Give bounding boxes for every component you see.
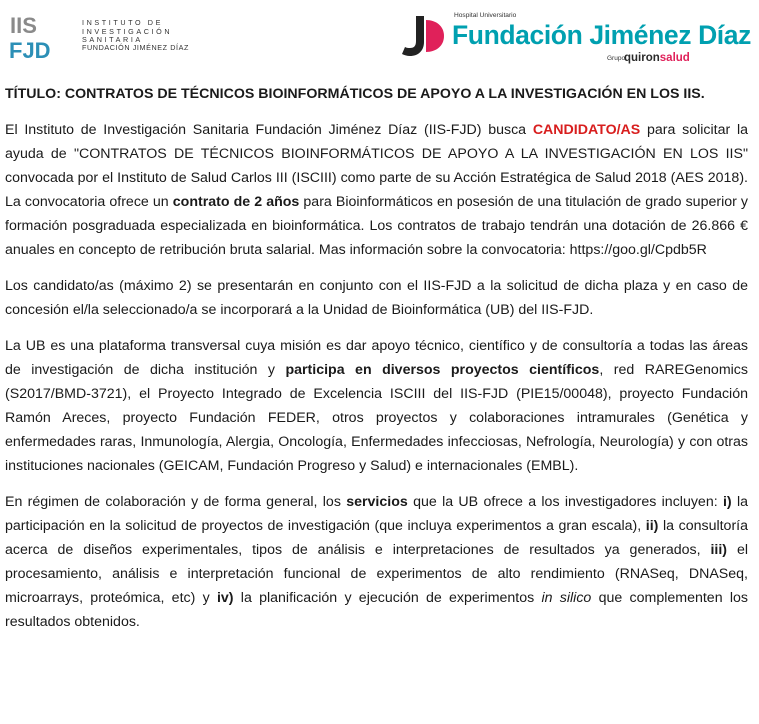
candidatos-highlight: CANDIDATO/AS (532, 122, 641, 138)
jd-symbol-icon (402, 14, 450, 60)
iis-line-2: INVESTIGACIÓN (82, 26, 173, 36)
paragraph-services (5, 490, 748, 634)
servicios-highlight: servicios (346, 494, 408, 510)
iis-fjd-logo (8, 12, 189, 60)
p4-text-e: la participación en la solicitud de proyectos de investigación (que incluya experimentos a gran escala), (5, 494, 748, 534)
in-silico-italic: in silico (541, 590, 592, 606)
paragraph-candidates: Los candidato/as (máximo 2) se presentarán en conjunto con el IIS-FJD a la solicitud de dicha plaza y en caso de concesión el/la seleccionado/a se incorporará a la Unidad de Bioinformática (UB) del IIS-FJD. (5, 278, 748, 318)
iis-line-4: FUNDACIÓN JIMÉNEZ DÍAZ (82, 43, 190, 53)
p1-text-a: El Instituto de Investigación Sanitaria Fundación Jiménez Díaz (IIS-FJD) busca (5, 122, 533, 138)
item-iv-marker: iv) (216, 590, 234, 606)
paragraph-intro (5, 118, 748, 262)
p1-text-c: para solicitar la ayuda de "CONTRATOS DE TÉCNICOS BIOINFORMÁTICOS DE APOYO A LA INVESTIGACIÓN EN LOS IIS" convocada por el Instituto de Salud Carlos III (ISCIII) como parte de su Acción Estratégica de Salud 2018 (AES 2018). La convocatoria ofrece un (5, 122, 748, 210)
iis-institute-name (82, 19, 189, 53)
fjd-mark-text: FJD (9, 38, 51, 60)
fundacion-name: Fundación Jiménez Díaz (452, 20, 751, 50)
iis-line-1: INSTITUTO DE (82, 18, 163, 28)
item-iii-marker: iii) (710, 542, 728, 558)
grupo-label: Grupo (607, 55, 626, 62)
p4-text-c: que la UB ofrece a los investigadores incluyen: (407, 494, 723, 510)
p4-text-a: En régimen de colaboración y de forma general, los (5, 494, 347, 510)
item-ii-marker: ii) (645, 518, 659, 534)
salud-text: salud (659, 52, 690, 64)
hospital-subtitle: Hospital Universitario (454, 12, 517, 19)
paragraph-ub-description (5, 334, 748, 478)
p4-text-i: el procesamiento, análisis e interpretación funcional de experimentos de alto rendimiento (RNASeq, DNASeq, microarrays, proteómica, etc) y (5, 542, 749, 606)
p4-text-g: la consultoría acerca de diseños experimentales, tipos de análisis e interpretaciones de resultados ya generados, (5, 518, 748, 558)
projects-highlight: participa en diversos proyectos científicos (285, 362, 600, 378)
p3-text-c: , red RAREGenomics (S2017/BMD-3721), el Proyecto Integrado de Excelencia ISCIII del IIS-FJD (PIE15/00048), proyecto Fundación Ramón Areces, proyecto Fundación FEDER, otros proyectos y colaboraciones intramurales (Genética y enfermedades raras, Inmunología, Alergia, Oncología, Enfermedades infecciosas, Nefrología, Neurología) y con otras instituciones nacionales (GEICAM, Fundación Progreso y Salud) e internacionales (EMBL). (5, 362, 748, 474)
item-i-marker: i) (722, 494, 732, 510)
p1-text-e: para Bioinformáticos en posesión de una titulación de grado superior y formación posgraduada especializada en bioinformática. Los contratos de trabajo tendrán una dotación de 26.866 € anuales en concepto de retribución bruta salarial. Mas información sobre la convocatoria: https://goo.gl/Cpdb5R (5, 194, 749, 258)
iis-fjd-mark (8, 12, 74, 60)
quironsalud-brand (624, 52, 690, 64)
iis-line-3: SANITARIA (82, 35, 143, 44)
quiron-text: quiron (624, 52, 660, 64)
p4-text-m: que complementen los resultados obtenidos. (5, 590, 748, 630)
p3-text-a: La UB es una plataforma transversal cuya misión es dar apoyo técnico, científico y de consultoría a todas las áreas de investigación de dicha institución y (5, 338, 748, 378)
page-header (0, 0, 759, 72)
document-body (5, 82, 748, 646)
fundacion-jimenez-diaz-logo (402, 12, 752, 70)
contract-duration-highlight: contrato de 2 años (172, 194, 300, 210)
iis-fjd-mark-graphic (8, 12, 74, 60)
document-title: TÍTULO: CONTRATOS DE TÉCNICOS BIOINFORMÁTICOS DE APOYO A LA INVESTIGACIÓN EN LOS IIS. (5, 86, 705, 102)
iis-mark-text: IIS (10, 13, 37, 38)
p4-text-k: la planificación y ejecución de experimentos (233, 590, 542, 606)
